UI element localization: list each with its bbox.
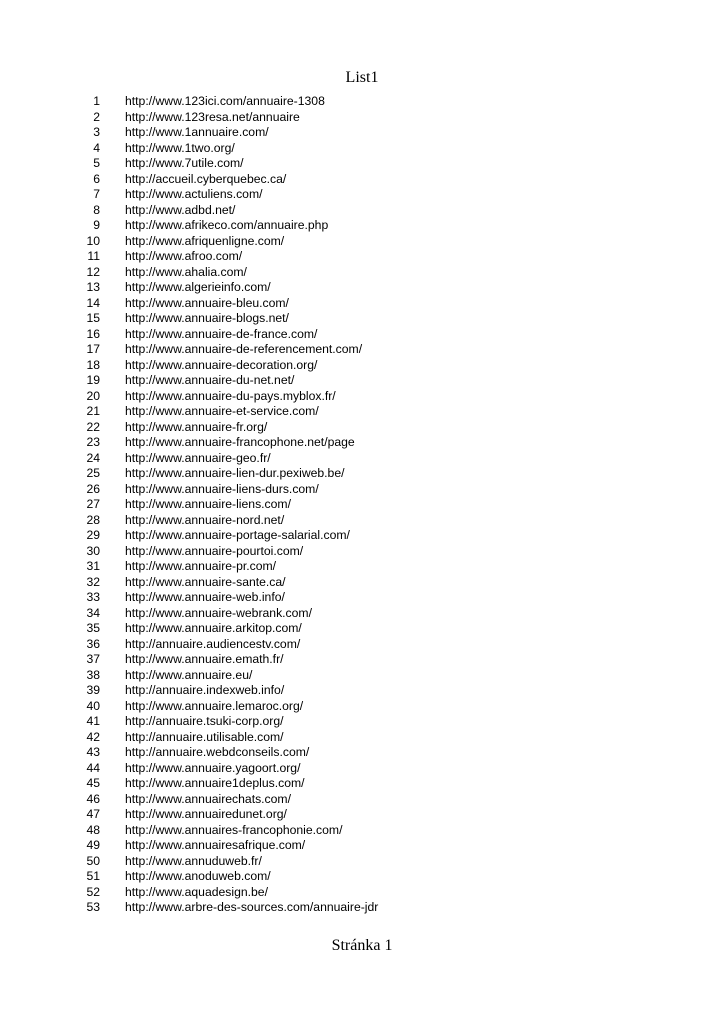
row-url: http://www.annuduweb.fr/: [125, 853, 262, 868]
list-item: [0, 807, 724, 823]
list-item: [0, 404, 724, 420]
row-url: http://www.annuaire-web.info/: [125, 590, 285, 604]
row-number: 25: [86, 466, 100, 480]
row-number: 12: [86, 264, 100, 279]
row-url: http://www.annuaires-francophonie.com/: [125, 822, 343, 837]
list-item: [0, 699, 724, 715]
list-item: [0, 544, 724, 560]
row-number: 28: [86, 512, 100, 527]
row-url: http://www.123resa.net/annuaire: [125, 109, 300, 124]
row-number: 47: [86, 807, 100, 821]
list-item: [0, 528, 724, 544]
row-url: http://www.annuaire1deplus.com/: [125, 776, 305, 790]
row-number: 1: [93, 94, 100, 108]
list-item: [0, 466, 724, 482]
list-item: [0, 280, 724, 296]
row-number: 34: [86, 605, 100, 620]
row-number: 4: [93, 140, 100, 155]
row-number: 15: [86, 311, 100, 325]
list-item: [0, 358, 724, 374]
row-number: 42: [86, 729, 100, 744]
row-number: 32: [86, 574, 100, 589]
list-item: [0, 94, 724, 110]
list-item: [0, 776, 724, 792]
row-number: 14: [86, 295, 100, 310]
row-number: 36: [86, 636, 100, 651]
row-number: 41: [86, 714, 100, 728]
row-number: 8: [93, 202, 100, 217]
row-url: http://www.1annuaire.com/: [125, 125, 269, 139]
row-number: 50: [86, 853, 100, 868]
list-item: [0, 172, 724, 188]
row-number: 18: [86, 357, 100, 372]
list-item: [0, 234, 724, 250]
row-url: http://www.annuaire.arkitop.com/: [125, 621, 302, 635]
row-url: http://www.afrikeco.com/annuaire.php: [125, 218, 329, 232]
row-number: 29: [86, 528, 100, 542]
list-item: [0, 668, 724, 684]
row-number: 48: [86, 822, 100, 837]
sheet-title: List1: [345, 69, 379, 86]
list-item: [0, 296, 724, 312]
row-number: 52: [86, 884, 100, 899]
row-number: 49: [86, 838, 100, 852]
row-number: 16: [86, 326, 100, 341]
row-number: 43: [86, 745, 100, 759]
list-item: [0, 389, 724, 405]
row-url: http://www.annuaire.yagoort.org/: [125, 760, 301, 775]
row-url: http://www.annuaire-sante.ca/: [125, 574, 286, 589]
list-item: [0, 854, 724, 870]
row-url: http://www.annuaire-liens.com/: [125, 497, 291, 511]
row-url: http://www.annuaire-francophone.net/page: [125, 435, 355, 449]
page-footer: Stránka 1: [331, 937, 393, 954]
list-item: [0, 590, 724, 606]
list-item: [0, 730, 724, 746]
list-item: [0, 187, 724, 203]
row-url: http://www.annuaire.eu/: [125, 667, 253, 682]
row-url: http://www.annuaire-geo.fr/: [125, 450, 271, 465]
row-number: 19: [86, 373, 100, 387]
row-url: http://www.afroo.com/: [125, 249, 243, 263]
row-number: 13: [86, 280, 100, 294]
row-url: http://annuaire.audiencestv.com/: [125, 636, 301, 651]
row-url: http://www.123ici.com/annuaire-1308: [125, 94, 325, 108]
row-number: 7: [93, 187, 100, 201]
row-url: http://www.annuaire-decoration.org/: [125, 357, 318, 372]
row-number: 2: [93, 109, 100, 124]
row-number: 21: [86, 404, 100, 418]
row-number: 38: [86, 667, 100, 682]
row-url: http://www.annuaire-pr.com/: [125, 559, 277, 573]
list-item: [0, 792, 724, 808]
row-url: http://www.afriquenligne.com/: [125, 233, 285, 248]
row-url: http://annuaire.webdconseils.com/: [125, 745, 310, 759]
row-number: 20: [86, 388, 100, 403]
row-url: http://www.algerieinfo.com/: [125, 280, 271, 294]
row-url: http://www.anoduweb.com/: [125, 869, 271, 883]
list-item: [0, 559, 724, 575]
row-number: 6: [93, 171, 100, 186]
list-item: [0, 637, 724, 653]
row-number: 53: [86, 900, 100, 914]
row-url: http://www.annuaire-du-net.net/: [125, 373, 295, 387]
row-url: http://www.annuaire-blogs.net/: [125, 311, 289, 325]
row-url: http://www.annuairedunet.org/: [125, 807, 287, 821]
list-item: [0, 451, 724, 467]
list-item: [0, 606, 724, 622]
row-url: http://annuaire.tsuki-corp.org/: [125, 714, 284, 728]
row-url: http://www.aquadesign.be/: [125, 884, 268, 899]
row-url: http://www.annuaire.emath.fr/: [125, 652, 284, 666]
row-url: http://www.adbd.net/: [125, 202, 236, 217]
list-item: [0, 203, 724, 219]
row-number: 33: [86, 590, 100, 604]
list-item: [0, 745, 724, 761]
row-url: http://www.annuaire-liens-durs.com/: [125, 481, 319, 496]
row-url: http://annuaire.utilisable.com/: [125, 729, 284, 744]
list-item: [0, 497, 724, 513]
row-number: 35: [86, 621, 100, 635]
row-url: http://www.annuaire-fr.org/: [125, 419, 268, 434]
row-number: 11: [87, 249, 100, 263]
list-item: [0, 823, 724, 839]
row-url: http://www.annuaire-webrank.com/: [125, 605, 312, 620]
list-item: [0, 265, 724, 281]
row-url: http://www.ahalia.com/: [125, 264, 247, 279]
list-item: [0, 125, 724, 141]
row-url: http://www.annuaire-pourtoi.com/: [125, 543, 304, 558]
row-number: 37: [86, 652, 100, 666]
row-number: 17: [86, 342, 100, 356]
list-item: [0, 141, 724, 157]
row-number: 40: [86, 698, 100, 713]
row-url: http://annuaire.indexweb.info/: [125, 683, 285, 697]
list-item: [0, 420, 724, 436]
list-item: [0, 621, 724, 637]
row-url: http://www.annuairesafrique.com/: [125, 838, 306, 852]
list-item: [0, 110, 724, 126]
list-item: [0, 513, 724, 529]
row-number: 51: [86, 869, 100, 883]
row-number: 10: [86, 233, 100, 248]
row-number: 26: [86, 481, 100, 496]
row-number: 5: [93, 156, 100, 170]
list-item: [0, 652, 724, 668]
list-item: [0, 900, 724, 916]
row-url: http://www.1two.org/: [125, 140, 235, 155]
row-number: 46: [86, 791, 100, 806]
row-number: 30: [86, 543, 100, 558]
row-url: http://www.annuaire-nord.net/: [125, 512, 285, 527]
row-url: http://www.annuaire-de-referencement.com/: [125, 342, 363, 356]
row-url: http://www.annuaire-portage-salarial.com/: [125, 528, 350, 542]
row-number: 45: [86, 776, 100, 790]
row-url: http://www.annuaire-bleu.com/: [125, 295, 289, 310]
list-item: [0, 761, 724, 777]
row-number: 9: [93, 218, 100, 232]
list-item: [0, 311, 724, 327]
row-url: http://www.annuaire-du-pays.myblox.fr/: [125, 388, 336, 403]
row-url: http://www.arbre-des-sources.com/annuaire-jdr: [125, 900, 379, 914]
list-item: [0, 342, 724, 358]
row-number: 27: [86, 497, 100, 511]
row-url: http://www.actuliens.com/: [125, 187, 263, 201]
row-number: 44: [86, 760, 100, 775]
list-item: [0, 218, 724, 234]
list-item: [0, 327, 724, 343]
list-item: [0, 482, 724, 498]
row-number: 31: [86, 559, 100, 573]
row-number: 39: [86, 683, 100, 697]
list-item: [0, 435, 724, 451]
url-list: [0, 94, 724, 916]
row-url: http://www.annuairechats.com/: [125, 791, 291, 806]
row-number: 3: [93, 125, 100, 139]
list-item: [0, 714, 724, 730]
row-url: http://www.annuaire-et-service.com/: [125, 404, 319, 418]
list-item: [0, 885, 724, 901]
row-url: http://www.annuaire-lien-dur.pexiweb.be/: [125, 466, 345, 480]
list-item: [0, 373, 724, 389]
list-item: [0, 683, 724, 699]
row-url: http://www.annuaire-de-france.com/: [125, 326, 318, 341]
list-item: [0, 575, 724, 591]
list-item: [0, 838, 724, 854]
row-number: 22: [86, 419, 100, 434]
row-url: http://www.7utile.com/: [125, 156, 244, 170]
list-item: [0, 249, 724, 265]
list-item: [0, 869, 724, 885]
list-item: [0, 156, 724, 172]
row-number: 23: [86, 435, 100, 449]
row-url: http://www.annuaire.lemaroc.org/: [125, 698, 304, 713]
row-number: 24: [86, 450, 100, 465]
row-url: http://accueil.cyberquebec.ca/: [125, 171, 287, 186]
